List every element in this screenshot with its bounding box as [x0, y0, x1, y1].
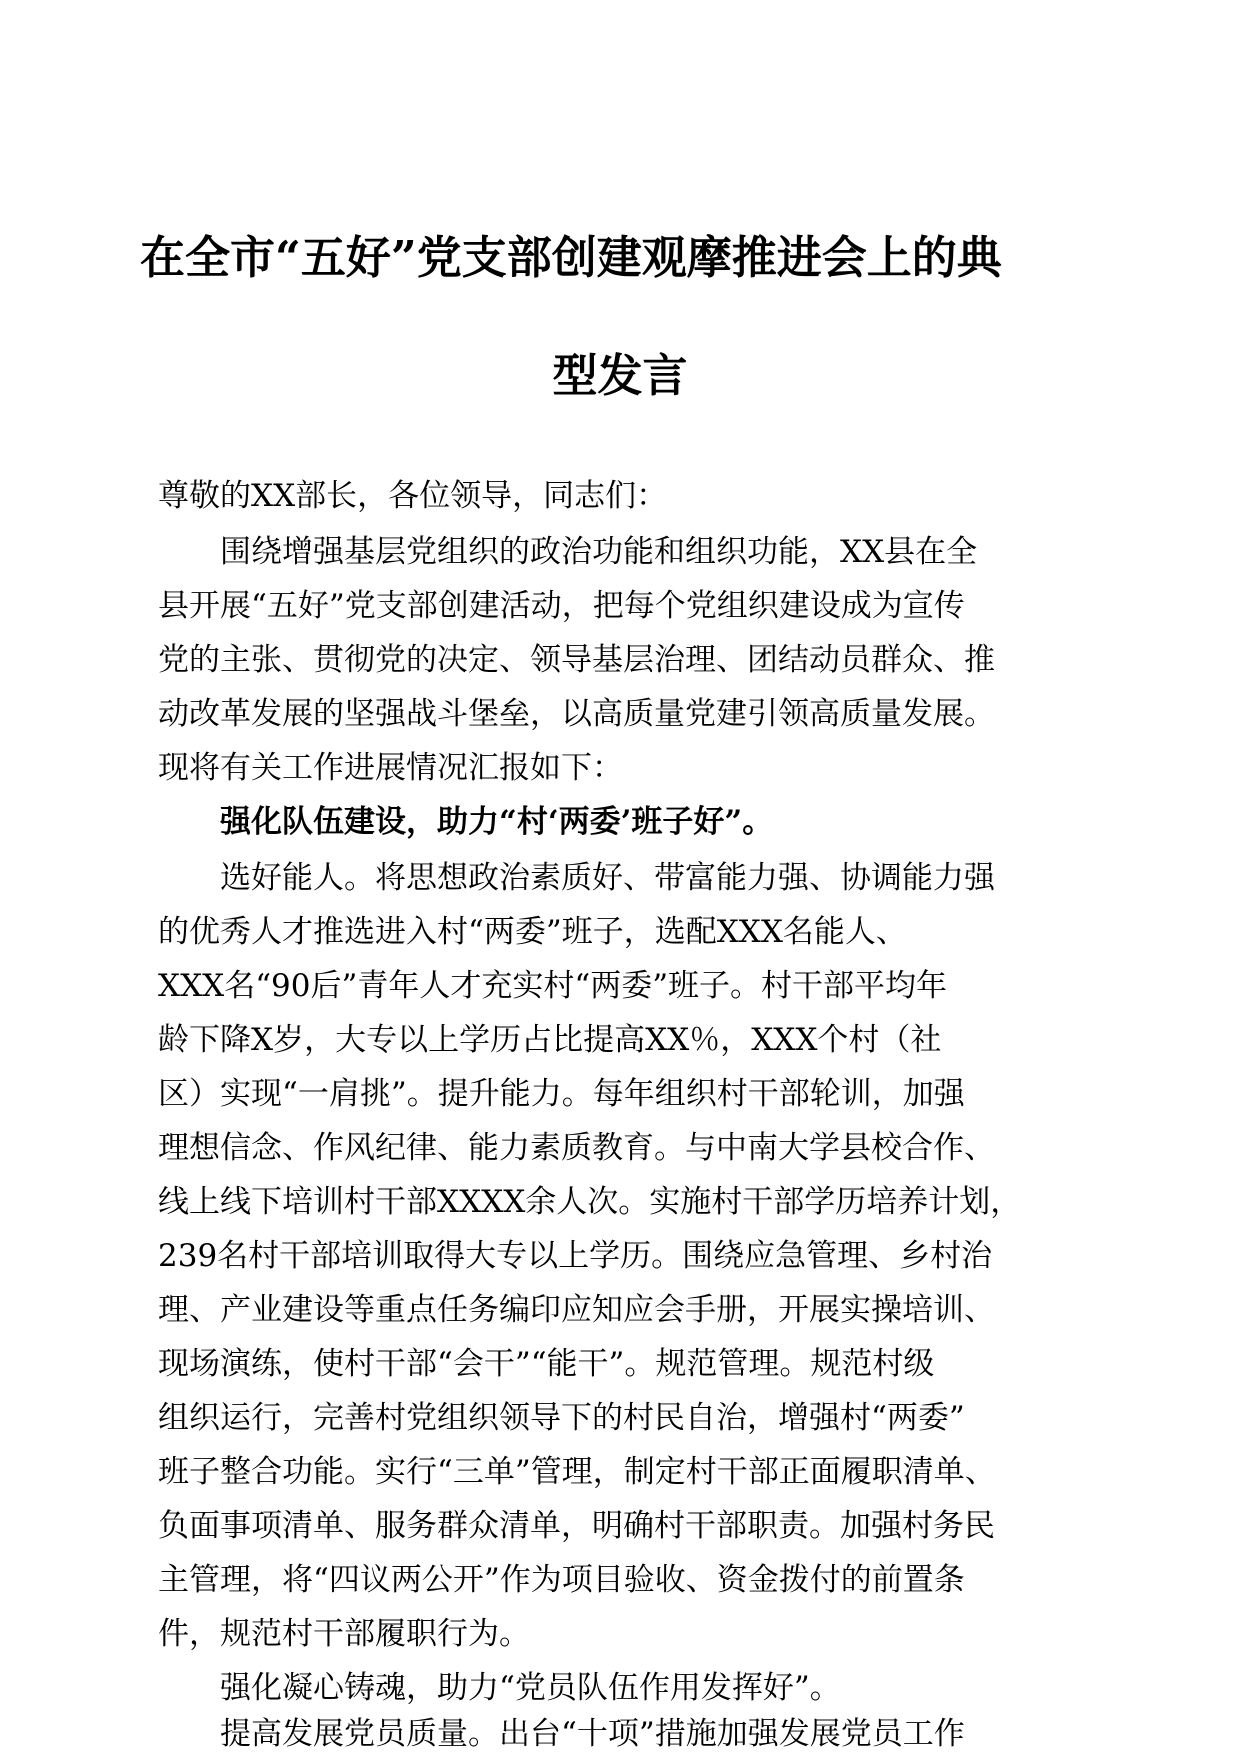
paragraph-line: 县开展“五好”党支部创建活动，把每个党组织建设成为宣传 — [158, 588, 965, 624]
paragraph-line: 选好能人。将思想政治素质好、带富能力强、协调能力强 — [220, 860, 995, 896]
paragraph-line: 组织运行，完善村党组织领导下的村民自治，增强村“两委” — [158, 1400, 965, 1436]
section-heading-2: 强化凝心铸魂，助力“党员队伍作用发挥好”。 — [220, 1670, 841, 1706]
document-title-line-1: 在全市“五好”党支部创建观摩推进会上的典 — [140, 231, 1002, 284]
paragraph-line: 党的主张、贯彻党的决定、领导基层治理、团结动员群众、推 — [158, 642, 995, 678]
paragraph-line: 理、产业建设等重点任务编印应知应会手册，开展实操培训、 — [158, 1292, 995, 1328]
paragraph-line: 负面事项清单、服务群众清单，明确村干部职责。加强村务民 — [158, 1508, 995, 1544]
paragraph-line: 围绕增强基层党组织的政治功能和组织功能，XX县在全 — [220, 534, 978, 570]
paragraph-line: 班子整合功能。实行“三单”管理，制定村干部正面履职清单、 — [158, 1454, 996, 1490]
paragraph-line: 239名村干部培训取得大专以上学历。围绕应急管理、乡村治 — [158, 1238, 993, 1274]
paragraph-line: 龄下降X岁，大专以上学历占比提高XX％，XXX个村（社 — [158, 1022, 942, 1058]
document-title-line-2: 型发言 — [552, 349, 688, 402]
paragraph-line: 的优秀人才推选进入村“两委”班子，选配XXX名能人、 — [158, 914, 907, 950]
paragraph-line: 主管理，将“四议两公开”作为项目验收、资金拨付的前置条 — [158, 1562, 965, 1598]
paragraph-line: 线上线下培训村干部XXXX余人次。实施村干部学历培养计划， — [158, 1184, 1022, 1220]
paragraph-line: 现将有关工作进展情况汇报如下： — [158, 750, 623, 786]
paragraph-line: XXX名“90后”青年人才充实村“两委”班子。村干部平均年 — [158, 968, 948, 1004]
salutation: 尊敬的XX部长，各位领导，同志们： — [158, 478, 668, 514]
paragraph-line: 提高发展党员质量。出台“十项”措施加强发展党员工作 — [220, 1716, 965, 1752]
paragraph-line: 区）实现“一肩挑”。提升能力。每年组织村干部轮训，加强 — [158, 1076, 965, 1112]
paragraph-line: 动改革发展的坚强战斗堡垒，以高质量党建引领高质量发展。 — [158, 696, 995, 732]
paragraph-line: 件，规范村干部履职行为。 — [158, 1616, 530, 1652]
paragraph-line: 现场演练，使村干部“会干”“能干”。规范管理。规范村级 — [158, 1346, 935, 1382]
section-heading-1: 强化队伍建设，助力“村‘两委’班子好”。 — [220, 804, 774, 840]
paragraph-line: 理想信念、作风纪律、能力素质教育。与中南大学县校合作、 — [158, 1130, 995, 1166]
